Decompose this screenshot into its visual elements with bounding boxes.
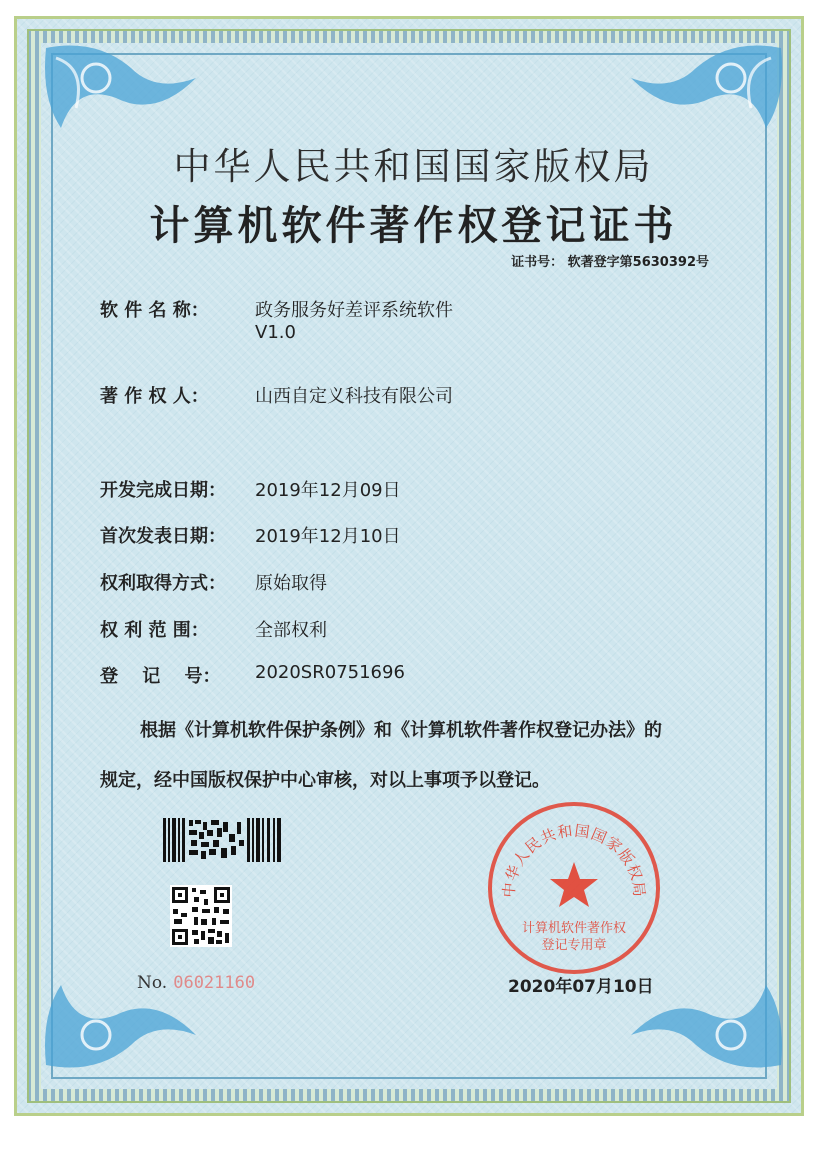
scope-label: 权 利 范 围： (100, 620, 209, 641)
owner-label: 著 作 权 人： (100, 386, 209, 407)
scope-value: 全部权利 (255, 620, 327, 641)
issue-date: 2020年07月10日 (508, 977, 654, 997)
software-version-value: V1.0 (255, 322, 296, 343)
acquisition-label: 权利取得方式： (100, 573, 226, 594)
reg-no-value: 2020SR0751696 (255, 662, 405, 683)
owner-value: 山西自定义科技有限公司 (255, 386, 453, 407)
qr-code (170, 885, 232, 947)
acquisition-value: 原始取得 (255, 573, 327, 594)
publish-date-label: 首次发表日期： (100, 526, 226, 547)
issuing-authority: 中华人民共和国国家版权局 (173, 145, 654, 188)
certificate-number: 证书号： 软著登字第5630392号 (511, 255, 709, 270)
software-name-label: 软 件 名 称： (100, 300, 209, 321)
certificate-title: 计算机软件著作权登记证书 (149, 203, 678, 249)
software-name-value: 政务服务好差评系统软件 (255, 300, 453, 321)
seal-inner-line-1: 计算机软件著作权 (521, 921, 627, 936)
statement-line-1: 根据《计算机软件保护条例》和《计算机软件著作权登记办法》的 (140, 720, 662, 741)
corner-ornament-top-right (601, 38, 791, 148)
dev-date-label: 开发完成日期： (100, 480, 226, 501)
statement-line-2: 规定，经中国版权保护中心审核，对以上事项予以登记。 (100, 770, 550, 791)
barcode (163, 818, 281, 862)
serial-prefix: No. (137, 973, 168, 993)
publish-date-value: 2019年12月10日 (255, 526, 401, 547)
reg-no-label: 登 记 号： (100, 666, 221, 687)
seal-outer-text: 中华人民共和国国家版权局 (499, 821, 649, 899)
corner-ornament-top-left (36, 38, 226, 148)
seal-star-icon (550, 862, 598, 907)
serial-number (137, 973, 255, 993)
official-seal (486, 800, 662, 976)
dev-date-value: 2019年12月09日 (255, 480, 401, 501)
serial-digits: 06021160 (173, 973, 256, 993)
seal-inner-line-2: 登记专用章 (541, 938, 607, 953)
